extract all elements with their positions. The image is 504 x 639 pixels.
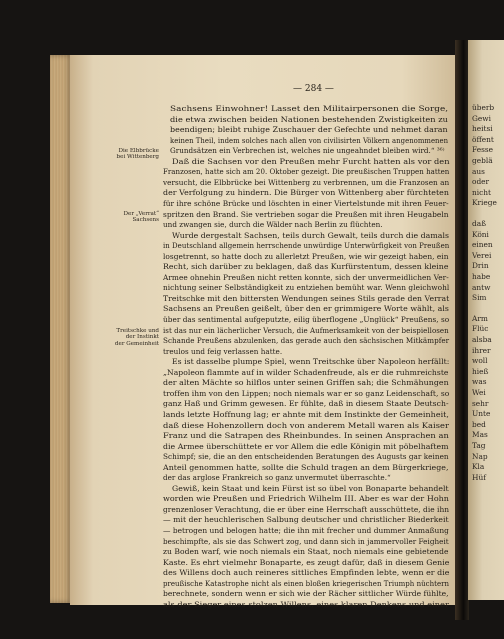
facing-page-fragment: Wei bbox=[472, 388, 486, 397]
facing-page-fragment: öffent bbox=[472, 134, 494, 144]
facing-page-fragment: hieß bbox=[472, 366, 489, 376]
text-line: Franzosen, hatte sich am 20. Oktober gezeigt. Die preußischen Truppen hatten bbox=[163, 167, 450, 177]
text-line: Sachsens an Preußen geißelt, über den er grimmigere Worte wählt, als bbox=[163, 304, 449, 314]
margin-note-line: Treitschke und bbox=[116, 328, 159, 334]
text-line: der alten Mächte so hilflos unter seinen Griffen sah; die Schmähungen bbox=[163, 378, 449, 388]
facing-page-fragment: sehr bbox=[472, 398, 489, 408]
facing-page-fragment: was bbox=[472, 377, 487, 387]
text-line: zu Boden warf, wie noch niemals ein Staat, noch niemals eine gebietende bbox=[163, 547, 449, 557]
text-line: daß diese Hohenzollern doch von anderem Metall waren als Kaiser bbox=[163, 420, 449, 430]
facing-page-fragment: Nap bbox=[472, 451, 488, 461]
text-line: Wurde dergestalt Sachsen, teils durch Gewalt, teils durch die damals bbox=[172, 230, 450, 240]
text-line: Sachsens Einwohner! Lasset den Militairpersonen die Sorge, bbox=[170, 104, 449, 113]
facing-page-fragment: alsba bbox=[472, 335, 492, 344]
margin-note-line: Die Elbbrücke bbox=[118, 148, 159, 154]
book-gutter bbox=[455, 40, 469, 620]
text-line: als der Sieger eines stolzen Willens, eines klaren Denkens und einer bbox=[163, 599, 449, 609]
text-line: troffen ihm von den Lippen; noch niemals war er so ganz Leidenschaft, so bbox=[163, 388, 450, 398]
facing-page-fragment: bed bbox=[472, 419, 486, 429]
text-line: in Deutschland allgemein herrschende unwürdige Unterwürfigkeit von Preußen bbox=[163, 241, 450, 251]
text-line: Daß die Sachsen vor den Preußen mehr Furcht hatten als vor den bbox=[172, 156, 450, 166]
text-line: Kaste. Es ehrt vielmehr Bonaparte, es zeugt dafür, daß in diesem Genie bbox=[163, 557, 450, 567]
facing-page-fragment: woll bbox=[472, 356, 488, 366]
facing-page-fragment: Flüc bbox=[472, 324, 489, 334]
text-line: — mit der heuchlerischen Salbung deutscher und christlicher Biederkeit bbox=[163, 515, 449, 525]
text-line: Franz und die Satrapen des Rheinbundes. In seinen Ansprachen an bbox=[163, 431, 449, 441]
text-line: und zwangen sie, durch die Wälder nach Berlin zu flüchten. bbox=[163, 220, 383, 230]
facing-page-fragment: Kla bbox=[472, 462, 485, 472]
text-line: beschimpfte, als sie das Schwert zog, und dann sich in jammervoller Feigheit bbox=[163, 536, 449, 546]
text-line: grenzenloser Verachtung, die er über eine Herrschaft ausschüttete, die ihn bbox=[163, 504, 450, 514]
book-page-edges bbox=[50, 55, 72, 603]
text-line: Es ist dasselbe plumpe Spiel, wenn Treitschke über Napoleon herfällt: bbox=[172, 357, 450, 367]
facing-page-fragment: überb bbox=[472, 103, 495, 112]
text-line: Schimpf; sie, die an den entscheidenden Beratungen des Augusts gar keinen bbox=[163, 452, 449, 462]
text-line: ganz Haß und Grimm gewesen. Er fühlte, daß in diesem Staate Deutsch- bbox=[163, 399, 449, 409]
facing-page-fragment: habe bbox=[472, 272, 491, 281]
text-line: — betrogen und belogen hatte; die ihn mit frecher und dummer Anmaßung bbox=[163, 526, 449, 535]
text-line: der das arglose Frankreich so ganz unvermutet überraschte.“ bbox=[163, 473, 391, 483]
margin-note-line: bei Wittenberg bbox=[116, 154, 159, 161]
facing-page-fragment: Drin bbox=[472, 261, 489, 271]
facing-page-fragment: Verei bbox=[472, 250, 492, 260]
facing-page-fragment: aus bbox=[472, 166, 485, 176]
text-line: nichtung seiner Selbständigkeit zu entziehen bemüht war. Wenn gleichwohl bbox=[163, 283, 450, 293]
facing-page-fragment: Unte bbox=[472, 409, 491, 419]
text-line: des Willens doch auch reineres sittliches Empfinden lebte, wenn er die bbox=[163, 568, 450, 578]
text-line: Gewiß, kein Staat und kein Fürst ist so übel von Bonaparte behandelt bbox=[172, 483, 449, 493]
margin-note-line: Der „Verrat“ bbox=[123, 211, 159, 217]
text-line: preußische Katastrophe nicht als einen bloßen kriegerischen Triumph nüchtern bbox=[163, 578, 450, 588]
facing-page-fragment: Kriege bbox=[472, 198, 497, 208]
facing-page-fragment: oder bbox=[472, 177, 490, 187]
margin-note-line: der Instinkt bbox=[125, 334, 159, 341]
facing-page-fragment: daß bbox=[472, 219, 487, 228]
facing-page-fragment: antw bbox=[472, 282, 491, 292]
text-line: für ihre schöne Brücke und löschten in einer Viertelstunde mit ihren Feuer- bbox=[163, 198, 449, 208]
text-line: Anteil genommen hatte, sollte die Schuld tragen an dem Bürgerkriege, bbox=[163, 462, 449, 472]
facing-page-fragment: Gewi bbox=[472, 113, 491, 123]
margin-note bbox=[103, 328, 159, 347]
text-line: ist das nur ein lächerlicher Versuch, die Aufmerksamkeit von der beispiellosen bbox=[163, 325, 449, 335]
margin-note bbox=[103, 148, 159, 161]
text-line: der Verfolgung zu hindern. Die Bürger von Wittenberg aber fürchteten bbox=[163, 188, 449, 198]
facing-page-fragment: geblä bbox=[472, 156, 493, 165]
facing-page-fragment: nicht bbox=[472, 187, 491, 197]
facing-page-fragment: Fesse bbox=[472, 145, 494, 155]
text-line: die etwa zwischen beiden Nationen bestehenden Zwistigkeiten zu bbox=[170, 114, 448, 124]
facing-page-fragment: Arm bbox=[472, 313, 488, 323]
text-line: über das sentimental aufgeputzte, eilig überflogene „Unglück“ Preußens, so bbox=[163, 315, 450, 324]
facing-page-fragment: Köni bbox=[472, 229, 489, 239]
text-line: treulos und feig verlassen hatte. bbox=[163, 346, 283, 356]
facing-page bbox=[468, 40, 504, 600]
facing-page-fragment: Tag bbox=[472, 441, 486, 450]
facing-page-fragment: Mas bbox=[472, 430, 488, 440]
text-line: Armee ohnehin Preußen nicht retten konnte, sich der unvermeidlichen Ver- bbox=[163, 272, 449, 282]
text-line: die Armee überschüttete er vor Allem die edle Königin mit pöbelhaftem bbox=[163, 441, 449, 451]
page-number: — 284 — bbox=[293, 84, 334, 94]
text-line: Treitschke mit den bittersten Wendungen seines Stils gerade den Verrat bbox=[163, 293, 450, 303]
text-line: beendigen; bleibt ruhige Zuschauer der Gefechte und nehmet daran bbox=[170, 125, 448, 135]
text-line: berechnete, sondern wenn er sich wie der Rächer sittlicher Würde fühlte, bbox=[163, 589, 449, 599]
text-line: losgetrennt, so hatte doch zu allerletzt Preußen, wie wir gezeigt haben, ein bbox=[163, 251, 449, 261]
text-line: keinen Theil, indem solches nach allen von civilisirten Völkern angenommenen bbox=[170, 135, 449, 145]
text-line: versucht, die Elbbrücke bei Wittenberg zu verbrennen, um die Franzosen an bbox=[163, 177, 450, 187]
facing-page-fragment: heitsi bbox=[472, 124, 493, 134]
facing-page-fragment: Hüf bbox=[472, 472, 486, 482]
margin-note bbox=[103, 211, 159, 224]
text-line: worden wie Preußen und Friedrich Wilhelm III. Aber es war der Hohn bbox=[163, 494, 449, 504]
margin-note-line: der Gemeinheit bbox=[114, 340, 159, 347]
facing-page-fragment: ihrer bbox=[472, 345, 491, 355]
facing-page-fragment: Sim bbox=[472, 293, 487, 303]
facing-page-fragment: einen bbox=[472, 240, 493, 250]
margin-note-line: Sachsens bbox=[132, 217, 159, 224]
text-line: Recht, sich darüber zu beklagen, daß das Kurfürstentum, dessen kleine bbox=[163, 262, 449, 272]
text-line: „Napoleon flammte auf in wilder Schadenfreude, als er die ruhmreichste bbox=[163, 367, 449, 377]
text-line: Grundsätzen ein Verbrechen ist, welches nie ungeahndet bleiben wird.“ ³⁶⁾ bbox=[170, 146, 445, 156]
text-line: lands letzte Hoffnung lag; er ahnte mit dem Instinkte der Gemeinheit, bbox=[163, 409, 449, 419]
text-line: Schande Preußens abzulenken, das gerade auch den sächsischen Mitkämpfer bbox=[163, 336, 450, 346]
text-line: spritzen den Brand. Sie vertrieben sogar die Preußen mit ihren Heugabeln bbox=[163, 209, 449, 219]
